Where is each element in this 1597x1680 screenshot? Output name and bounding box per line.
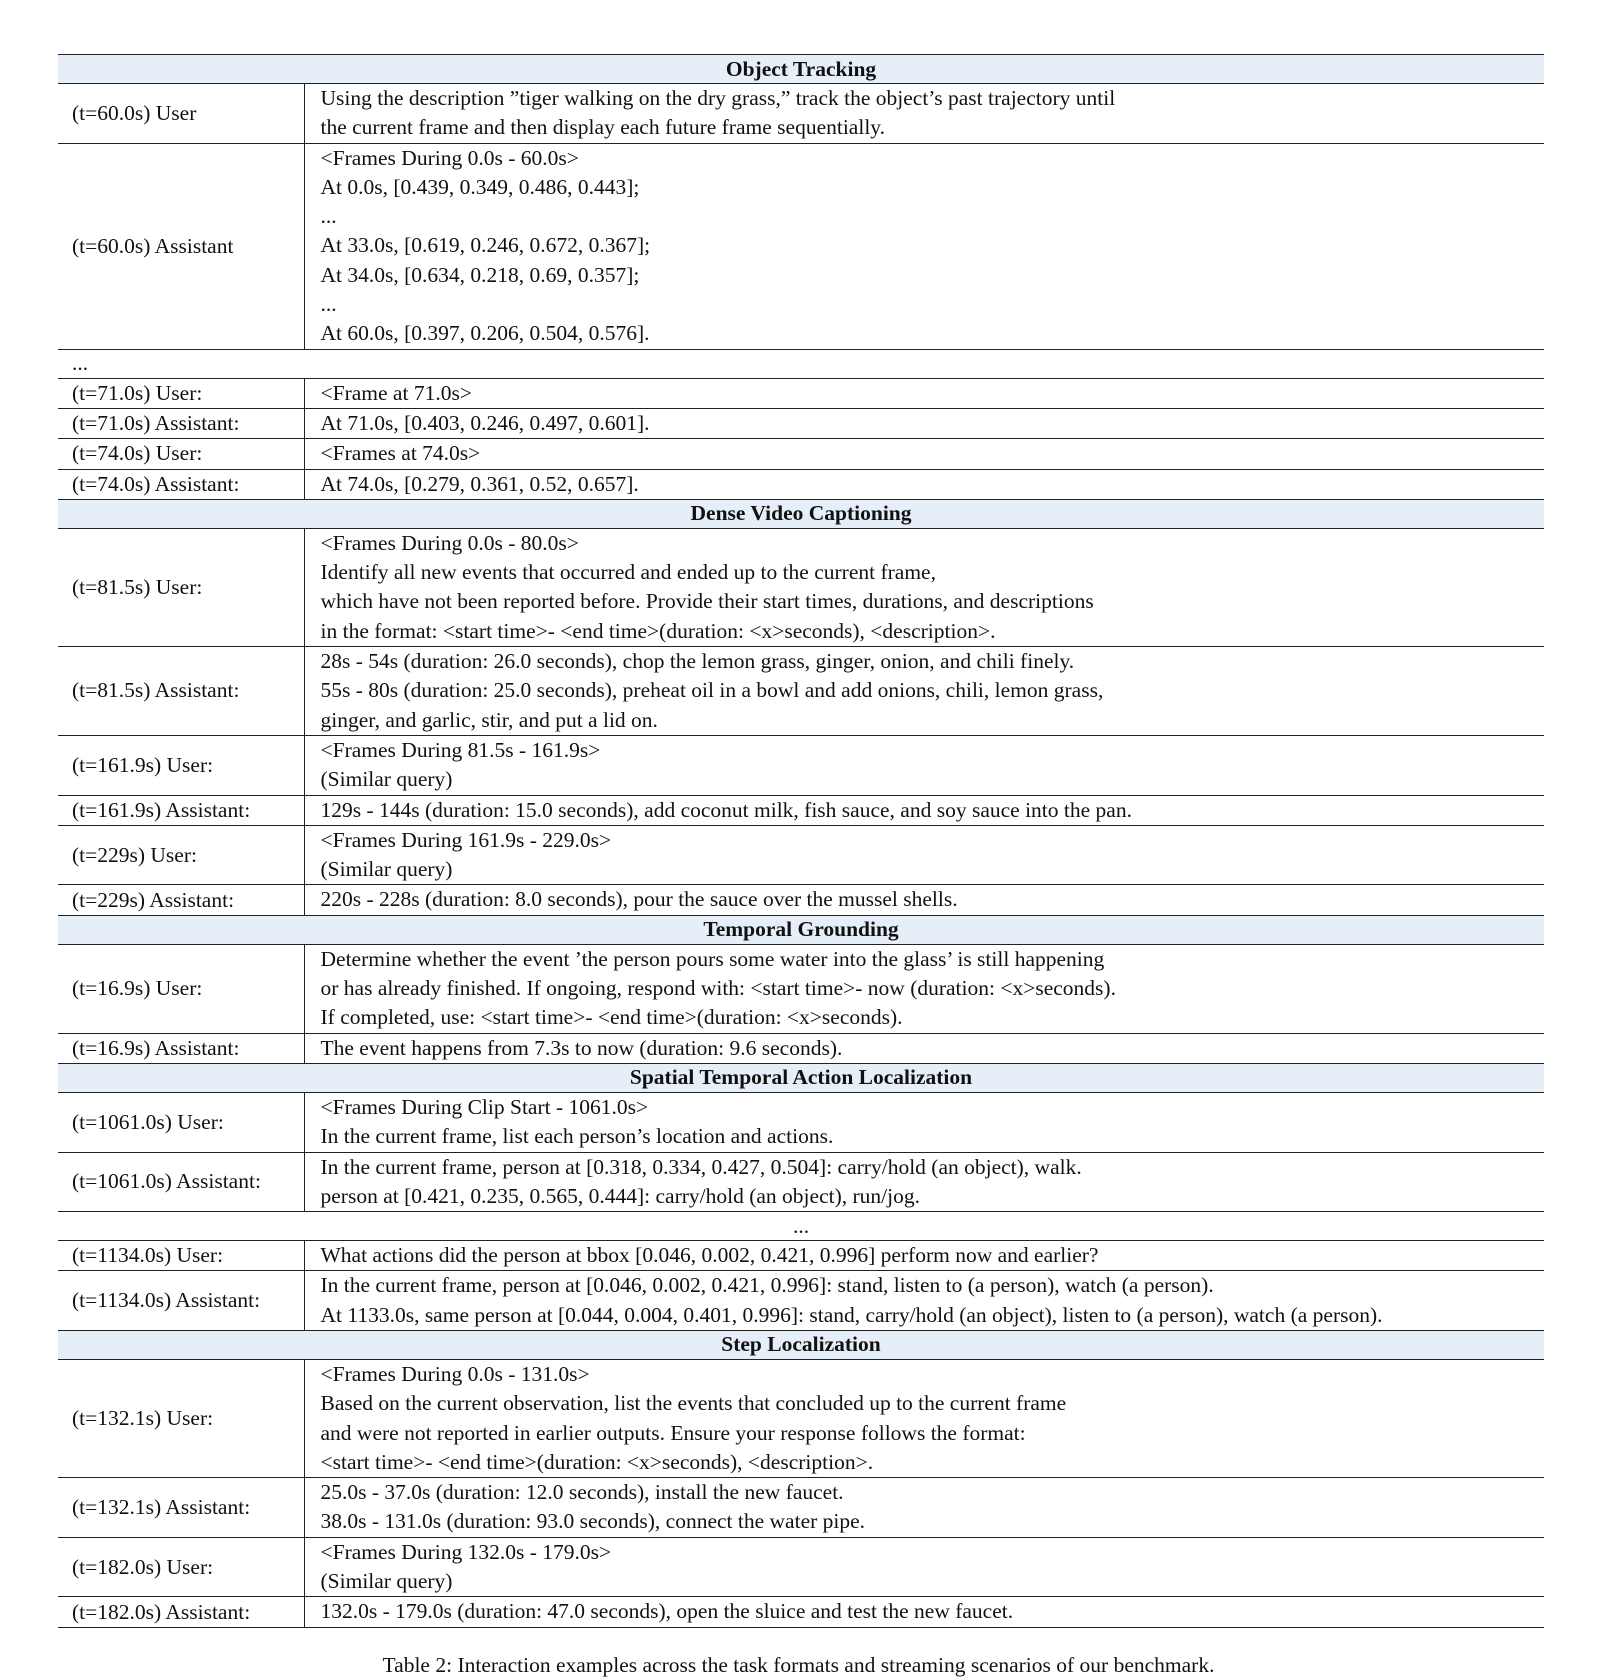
message-line: 129s - 144s (duration: 15.0 seconds), add coconut milk, fish sauce, and soy sauce into the pan.: [320, 797, 1132, 822]
speaker-label: (t=81.5s) Assistant:: [58, 647, 304, 736]
message-content: [304, 1092, 1544, 1152]
message-line: Identify all new events that occurred and ended up to the current frame,: [320, 560, 936, 585]
table-body: [58, 55, 1544, 1628]
message-line: <Frames During Clip Start - 1061.0s>: [320, 1094, 649, 1119]
table-row: [58, 1537, 1544, 1597]
message-line: Determine whether the event ’the person pours some water into the glass’ is still happening: [320, 946, 1105, 971]
table-row: [58, 469, 1544, 499]
interaction-examples-table: [58, 54, 1544, 1628]
message-line: At 1133.0s, same person at [0.044, 0.004, 0.401, 0.996]: stand, carry/hold (an object), listen to (a person), watch (a person).: [320, 1302, 1383, 1327]
ellipsis-row: [58, 349, 1544, 378]
section-title: Object Tracking: [58, 55, 1544, 84]
table-row: [58, 528, 1544, 646]
speaker-label: (t=16.9s) Assistant:: [58, 1033, 304, 1063]
table-row: [58, 1152, 1544, 1212]
speaker-label: (t=81.5s) User:: [58, 528, 304, 646]
section-header: [58, 1063, 1544, 1092]
table-row: [58, 735, 1544, 795]
message-line: the current frame and then display each future frame sequentially.: [320, 115, 886, 140]
table-row: [58, 408, 1544, 438]
message-line: The event happens from 7.3s to now (duration: 9.6 seconds).: [320, 1035, 843, 1060]
message-line: <Frames During 0.0s - 131.0s>: [320, 1361, 590, 1386]
message-line: At 74.0s, [0.279, 0.361, 0.52, 0.657].: [320, 471, 639, 496]
section-header: [58, 915, 1544, 944]
speaker-label: (t=229s) User:: [58, 825, 304, 885]
table-row: [58, 1271, 1544, 1331]
message-line: In the current frame, person at [0.046, 0.002, 0.421, 0.996]: stand, listen to (a person), watch (a person).: [320, 1273, 1214, 1298]
table-row: [58, 84, 1544, 144]
message-line: 220s - 228s (duration: 8.0 seconds), pour the sauce over the mussel shells.: [320, 887, 958, 912]
message-line: or has already finished. If ongoing, respond with: <start time>- now (duration: <x>seconds).: [320, 976, 1116, 1001]
speaker-label: (t=132.1s) User:: [58, 1359, 304, 1477]
ellipsis-text: ...: [58, 349, 1544, 378]
message-line: which have not been reported before. Provide their start times, durations, and descriptions: [320, 589, 1094, 614]
table-row: [58, 1241, 1544, 1271]
speaker-label: (t=74.0s) User:: [58, 439, 304, 469]
message-content: [304, 647, 1544, 736]
speaker-label: (t=74.0s) Assistant:: [58, 469, 304, 499]
message-line: (Similar query): [320, 767, 453, 792]
message-line: 132.0s - 179.0s (duration: 47.0 seconds), open the sluice and test the new faucet.: [320, 1599, 1014, 1624]
speaker-label: (t=60.0s) Assistant: [58, 143, 304, 349]
table-row: [58, 795, 1544, 825]
message-line: At 33.0s, [0.619, 0.246, 0.672, 0.367];: [320, 233, 651, 258]
message-content: [304, 1597, 1544, 1627]
message-line: In the current frame, person at [0.318, 0.334, 0.427, 0.504]: carry/hold (an object), walk.: [320, 1154, 1082, 1179]
message-line: At 71.0s, [0.403, 0.246, 0.497, 0.601].: [320, 410, 650, 435]
table-row: [58, 1597, 1544, 1627]
message-line: <Frames During 0.0s - 60.0s>: [320, 145, 579, 170]
message-content: [304, 378, 1544, 408]
message-line: <Frames During 132.0s - 179.0s>: [320, 1539, 612, 1564]
section-title: Dense Video Captioning: [58, 499, 1544, 528]
table-row: [58, 647, 1544, 736]
message-line: Using the description ”tiger walking on the dry grass,” track the object’s past trajectory until: [320, 86, 1116, 110]
table-row: [58, 1092, 1544, 1152]
table-row: [58, 885, 1544, 915]
message-line: <Frames at 74.0s>: [320, 441, 481, 466]
message-line: 28s - 54s (duration: 26.0 seconds), chop the lemon grass, ginger, onion, and chili finely.: [320, 649, 1075, 674]
message-line: In the current frame, list each person’s location and actions.: [320, 1124, 834, 1149]
section-header: [58, 1330, 1544, 1359]
message-line: <Frames During 161.9s - 229.0s>: [320, 827, 612, 852]
message-line: <Frames During 0.0s - 80.0s>: [320, 530, 579, 555]
message-line: person at [0.421, 0.235, 0.565, 0.444]: carry/hold (an object), run/jog.: [320, 1183, 920, 1208]
message-content: [304, 408, 1544, 438]
message-content: [304, 735, 1544, 795]
message-line: <Frames During 81.5s - 161.9s>: [320, 737, 601, 762]
speaker-label: (t=71.0s) User:: [58, 378, 304, 408]
message-line: 25.0s - 37.0s (duration: 12.0 seconds), install the new faucet.: [320, 1480, 844, 1505]
section-title: Step Localization: [58, 1330, 1544, 1359]
message-content: [304, 84, 1544, 144]
table-row: [58, 143, 1544, 349]
message-content: [304, 1359, 1544, 1477]
section-header: [58, 55, 1544, 84]
speaker-label: (t=1134.0s) User:: [58, 1241, 304, 1271]
message-line: ginger, and garlic, stir, and put a lid on.: [320, 707, 658, 732]
table-caption: Table 2: Interaction examples across the task formats and streaming scenarios of our benchmark.: [382, 1653, 1215, 1677]
speaker-label: (t=1061.0s) Assistant:: [58, 1152, 304, 1212]
message-content: [304, 795, 1544, 825]
message-content: [304, 469, 1544, 499]
speaker-label: (t=182.0s) Assistant:: [58, 1597, 304, 1627]
message-line: (Similar query): [320, 1569, 453, 1594]
speaker-label: (t=60.0s) User: [58, 84, 304, 144]
speaker-label: (t=182.0s) User:: [58, 1537, 304, 1597]
message-content: [304, 1478, 1544, 1538]
message-content: [304, 825, 1544, 885]
message-content: [304, 1033, 1544, 1063]
speaker-label: (t=229s) Assistant:: [58, 885, 304, 915]
table-row: [58, 825, 1544, 885]
message-line: At 60.0s, [0.397, 0.206, 0.504, 0.576].: [320, 321, 650, 346]
speaker-label: (t=71.0s) Assistant:: [58, 408, 304, 438]
message-line: At 0.0s, [0.439, 0.349, 0.486, 0.443];: [320, 174, 640, 199]
message-content: [304, 1271, 1544, 1331]
ellipsis-text: ...: [58, 1212, 1544, 1241]
message-content: [304, 1241, 1544, 1271]
message-line: <Frame at 71.0s>: [320, 380, 472, 405]
message-line: 55s - 80s (duration: 25.0 seconds), preheat oil in a bowl and add onions, chili, lemon grass,: [320, 678, 1104, 703]
speaker-label: (t=161.9s) Assistant:: [58, 795, 304, 825]
message-content: [304, 1152, 1544, 1212]
message-line: (Similar query): [320, 857, 453, 882]
message-line: At 34.0s, [0.634, 0.218, 0.69, 0.357];: [320, 262, 640, 287]
message-line: 38.0s - 131.0s (duration: 93.0 seconds), connect the water pipe.: [320, 1509, 866, 1534]
table-row: [58, 1033, 1544, 1063]
message-content: [304, 944, 1544, 1033]
section-title: Temporal Grounding: [58, 915, 1544, 944]
speaker-label: (t=16.9s) User:: [58, 944, 304, 1033]
message-content: [304, 528, 1544, 646]
table-row: [58, 1478, 1544, 1538]
section-header: [58, 499, 1544, 528]
table-row: [58, 944, 1544, 1033]
message-line: ...: [320, 292, 337, 317]
message-content: [304, 1537, 1544, 1597]
message-line: ...: [320, 204, 337, 229]
message-line: If completed, use: <start time>- <end time>(duration: <x>seconds).: [320, 1005, 903, 1030]
message-content: [304, 439, 1544, 469]
message-line: Based on the current observation, list the events that concluded up to the current frame: [320, 1391, 1067, 1416]
message-content: [304, 143, 1544, 349]
speaker-label: (t=1134.0s) Assistant:: [58, 1271, 304, 1331]
message-line: in the format: <start time>- <end time>(duration: <x>seconds), <description>.: [320, 618, 996, 643]
ellipsis-row: [58, 1212, 1544, 1241]
message-line: <start time>- <end time>(duration: <x>seconds), <description>.: [320, 1449, 874, 1474]
message-content: [304, 885, 1544, 915]
table-row: [58, 378, 1544, 408]
table-row: [58, 1359, 1544, 1477]
table-row: [58, 439, 1544, 469]
speaker-label: (t=161.9s) User:: [58, 735, 304, 795]
message-line: and were not reported in earlier outputs. Ensure your response follows the format:: [320, 1420, 1026, 1445]
speaker-label: (t=1061.0s) User:: [58, 1092, 304, 1152]
message-line: What actions did the person at bbox [0.046, 0.002, 0.421, 0.996] perform now and earlier?: [320, 1243, 1099, 1268]
speaker-label: (t=132.1s) Assistant:: [58, 1478, 304, 1538]
section-title: Spatial Temporal Action Localization: [58, 1063, 1544, 1092]
